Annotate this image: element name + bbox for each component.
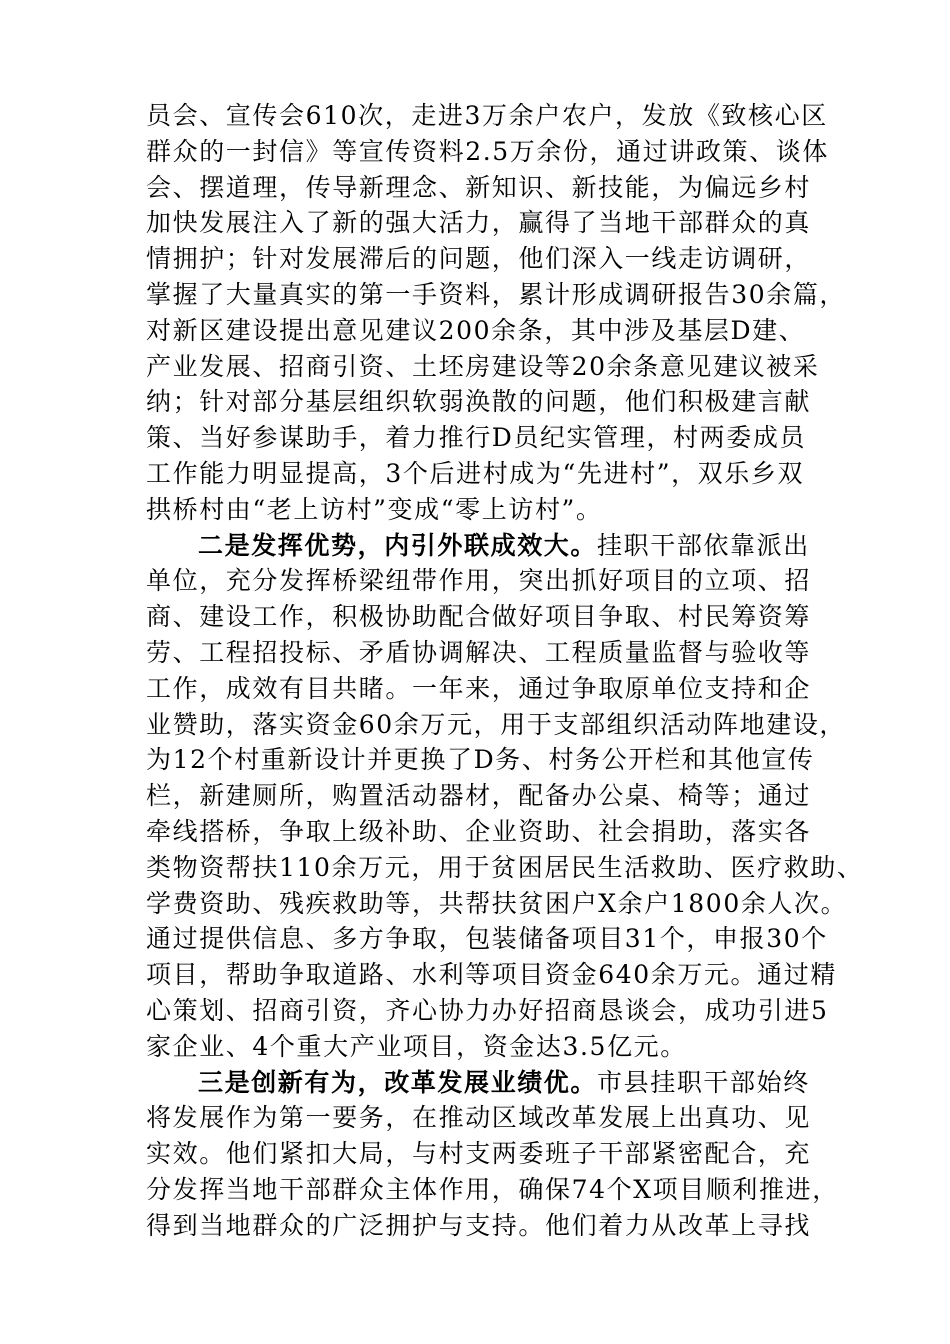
text-line: 学费资助、残疾救助等，共帮扶贫困户X余户1800余人次。 [146, 888, 848, 918]
text-line: 栏，新建厕所，购置活动器材，配备办公桌、椅等；通过 [146, 781, 812, 811]
text-line: 为12个村重新设计并更换了D务、村务公开栏和其他宣传 [146, 745, 815, 775]
text-line: 实效。他们紧扣大局，与村支两委班子干部紧密配合，充 [146, 1139, 812, 1169]
text-line: 得到当地群众的广泛拥护与支持。他们着力从改革上寻找 [146, 1210, 812, 1240]
paragraph-heading: 三是创新有为，改革发展业绩优。 [198, 1067, 598, 1097]
text-line: 通过提供信息、多方争取，包装储备项目31个，申报30个 [146, 924, 828, 954]
text-line: 产业发展、招商引资、土坯房建设等20余条意见建议被采 [146, 351, 820, 381]
text-line: 心策划、招商引资，齐心协力办好招商恳谈会，成功引进5 [146, 995, 829, 1025]
text-line: 情拥护；针对发展滞后的问题，他们深入一线走访调研， [146, 244, 812, 274]
paragraph-first-line [146, 1065, 826, 1101]
text-line: 劳、工程招投标、矛盾协调解决、工程质量监督与验收等 [146, 637, 812, 667]
text-line: 掌握了大量真实的第一手资料，累计形成调研报告30余篇， [146, 279, 847, 309]
text-line: 商、建设工作，积极协助配合做好项目争取、村民筹资筹 [146, 602, 812, 632]
text-line: 将发展作为第一要务，在推动区域改革发展上出真功、见 [146, 1103, 812, 1133]
text-line: 对新区建设提出意见建议200余条，其中涉及基层D建、 [146, 315, 806, 345]
text-line: 纳；针对部分基层组织软弱涣散的问题，他们积极建言献 [146, 387, 812, 417]
paragraph-heading: 二是发挥优势，内引外联成效大。 [198, 530, 598, 560]
text-line: 策、当好参谋助手，着力推行D员纪实管理，村两委成员 [146, 423, 807, 453]
paragraph-3 [146, 1065, 839, 1244]
text-line: 群众的一封信》等宣传资料2.5万余份，通过讲政策、谈体 [146, 136, 829, 166]
text-line: 会、摆道理，传导新理念、新知识、新技能，为偏远乡村 [146, 172, 812, 202]
text-line: 项目，帮助争取道路、水利等项目资金640余万元。通过精 [146, 960, 837, 990]
text-run: 市县挂职干部始终 [597, 1067, 810, 1097]
text-line: 加快发展注入了新的强大活力，赢得了当地干部群众的真 [146, 208, 812, 238]
document-body [146, 98, 864, 1244]
paragraph-first-line [146, 528, 826, 564]
text-line: 员会、宣传会610次，走进3万余户农户，发放《致核心区 [146, 101, 828, 130]
text-run: 挂职干部依靠派出 [597, 530, 810, 560]
text-line: 类物资帮扶110余万元，用于贫困居民生活救助、医疗救助、 [146, 852, 864, 882]
text-line: 工作能力明显提高，3个后进村成为“先进村”，双乐乡双 [146, 458, 805, 488]
text-line: 业赞助，落实资金60余万元，用于支部组织活动阵地建设， [146, 709, 847, 739]
text-line: 工作，成效有目共睹。一年来，通过争取原单位支持和企 [146, 673, 812, 703]
text-line: 拱桥村由“老上访村”变成“零上访村”。 [146, 494, 603, 524]
text-line: 牵线搭桥，争取上级补助、企业资助、社会捐助，落实各 [146, 816, 812, 846]
paragraph-2 [146, 528, 864, 1065]
text-line: 单位，充分发挥桥梁纽带作用，突出抓好项目的立项、招 [146, 566, 812, 596]
paragraph-1 [146, 98, 847, 528]
text-line: 家企业、4个重大产业项目，资金达3.5亿元。 [146, 1031, 687, 1061]
text-line: 分发挥当地干部群众主体作用，确保74个X项目顺利推进， [146, 1174, 839, 1204]
